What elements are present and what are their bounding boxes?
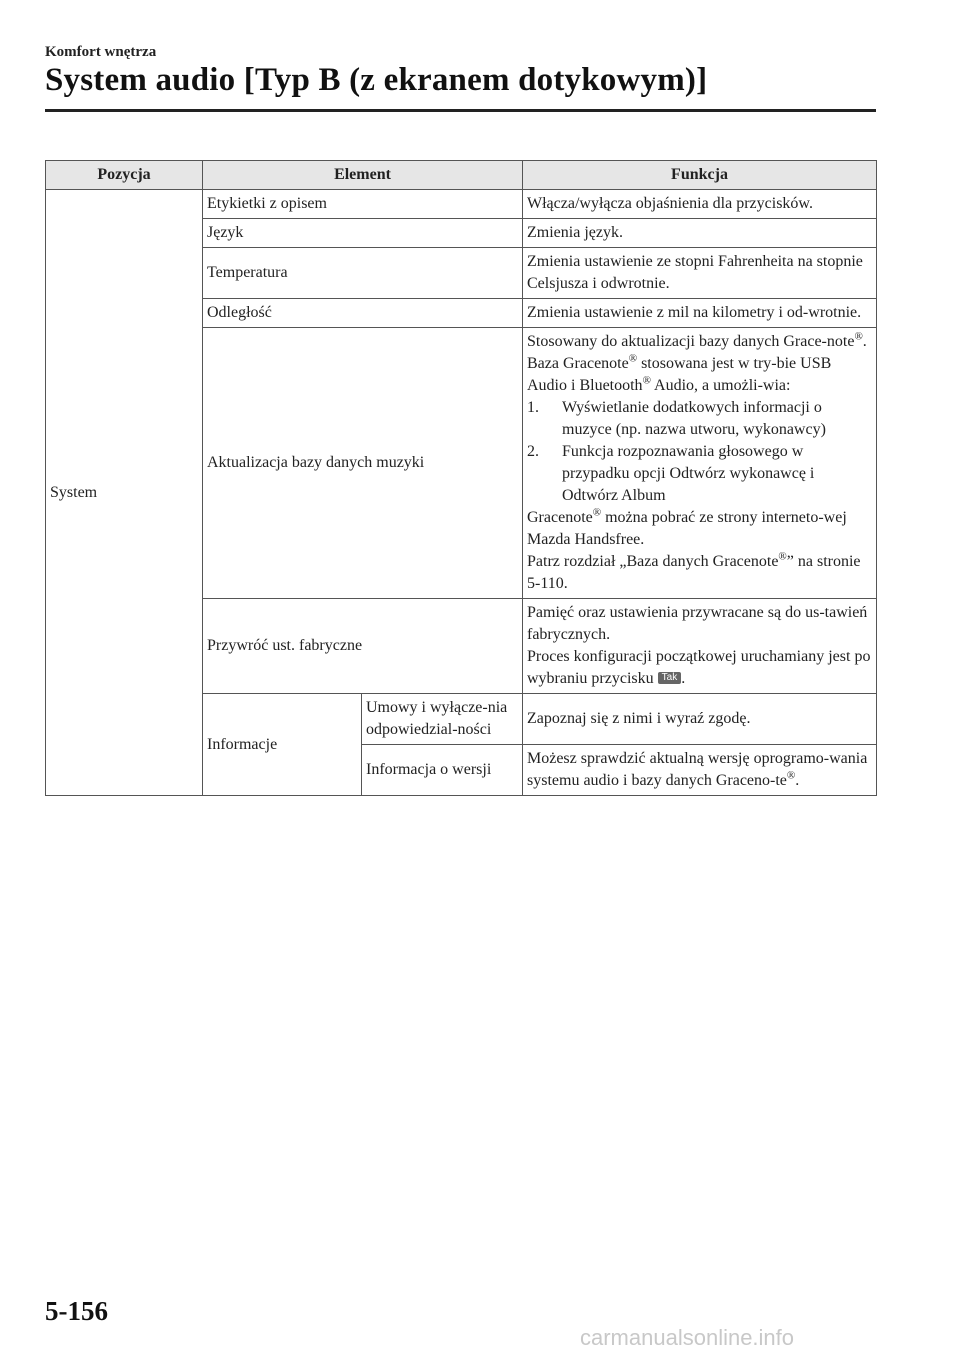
page-title: System audio [Typ B (z ekranem dotykowym)]: [45, 62, 708, 98]
header-position: Pozycja: [46, 161, 203, 190]
function-version: Możesz sprawdzić aktualną wersję oprogramo-wania systemu audio i bazy danych Graceno-te®.: [523, 745, 877, 796]
element-language: Język: [203, 219, 523, 248]
watermark: carmanualsonline.info: [580, 1325, 795, 1350]
list-item: 2. Funkcja rozpoznawania głosowego w przypadku opcji Odtwórz wykonawcę i Odtwórz Album: [527, 443, 815, 504]
element-temperature: Temperatura: [203, 248, 523, 299]
title-divider: [45, 109, 876, 112]
music-db-reference: Patrz rozdział „Baza danych Gracenote®” na stronie 5-110.: [527, 550, 861, 592]
element-distance: Odległość: [203, 299, 523, 328]
function-labels: Włącza/wyłącza objaśnienia dla przycisków.: [523, 190, 877, 219]
element-labels: Etykietki z opisem: [203, 190, 523, 219]
sub-element-terms: Umowy i wyłącze-nia odpowiedzial-ności: [362, 694, 523, 745]
function-temperature: Zmienia ustawienie ze stopni Fahrenheita na stopnie Celsjusza i odwrotnie.: [523, 248, 877, 299]
settings-table: [45, 160, 877, 796]
list-item: 1. Wyświetlanie dodatkowych informacji o muzyce (np. nazwa utworu, wykonawcy): [527, 399, 826, 438]
header-element: Element: [203, 161, 523, 190]
music-db-download: Gracenote® można pobrać ze strony interneto-wej Mazda Handsfree.: [527, 506, 847, 548]
function-terms: Zapoznaj się z nimi i wyraź zgodę.: [523, 694, 877, 745]
page-number: 5-156: [45, 1296, 108, 1326]
table-header-row: [46, 161, 877, 190]
section-title: Komfort wnętrza: [45, 44, 157, 60]
sub-element-version: Informacja o wersji: [362, 745, 523, 796]
table-row: [46, 190, 877, 219]
element-info: Informacje: [203, 694, 362, 796]
function-music-db: [523, 328, 877, 599]
function-distance: Zmienia ustawienie z mil na kilometry i od-wrotnie.: [523, 299, 877, 328]
element-music-db: Aktualizacja bazy danych muzyki: [203, 328, 523, 599]
music-db-intro: Stosowany do aktualizacji bazy danych Grace-note®. Baza Gracenote® stosowana jest w try-bie USB Audio i Bluetooth® Audio, a umożli-wia:: [527, 330, 867, 394]
function-language: Zmienia język.: [523, 219, 877, 248]
function-factory-reset: Pamięć oraz ustawienia przywracane są do us-tawień fabrycznych. Proces konfiguracji początkowej uruchamiany jest po wybraniu przycisku Tak .: [523, 599, 877, 694]
header-function: Funkcja: [523, 161, 877, 190]
tak-button-icon: Tak: [658, 672, 682, 684]
position-system: System: [46, 190, 203, 796]
element-factory-reset: Przywróć ust. fabryczne: [203, 599, 523, 694]
